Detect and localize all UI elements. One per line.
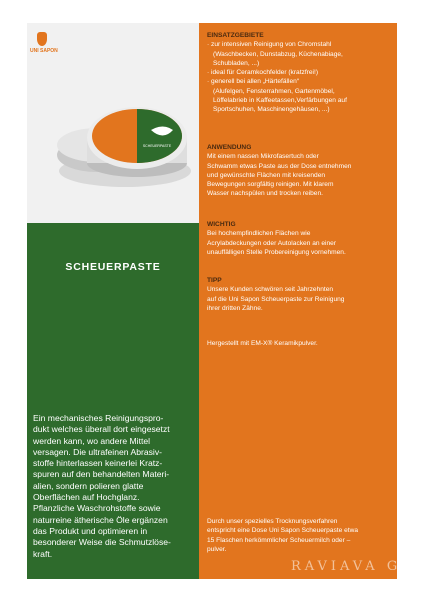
description-line: Pflanzliche Waschrohstoffe sowie: [33, 503, 161, 514]
description-line: kraft.: [33, 548, 53, 559]
description-line: Ein mechanisches Reinigungspro-: [33, 413, 164, 423]
section-wichtig: [207, 220, 395, 257]
description-line: spuren auf den behandelten Materi-: [33, 469, 170, 480]
footer-line: entspricht eine Dose Uni Sapon Scheuerpaste etwa: [207, 527, 359, 535]
section-anwendung: [207, 143, 395, 199]
wichtig-line: Acrylabdeckungen oder Autolacken an einer: [207, 239, 337, 247]
einsatzgebiete-line: Sportschuhen, Maschinengehäusen, ...): [213, 106, 330, 114]
green-panel: [27, 223, 199, 579]
anwendung-line: Bewegungen sorgfältig reinigen. Mit klarem: [207, 181, 334, 189]
wichtig-line: Bei hochempfindlichen Flächen wie: [207, 230, 311, 238]
product-description: [33, 413, 195, 560]
description-line: naturreine ätherische Öle ergänzen: [33, 514, 168, 525]
einsatzgebiete-line: Löffelabrieb in Kaffeetassen,Verfärbungen auf: [213, 97, 347, 105]
description-line: versagen. Die ultrafeinen Abrasiv-: [33, 446, 162, 457]
footer-line: pulver.: [207, 545, 227, 553]
footer-line: Durch unser spezielles Trocknungsverfahren: [207, 518, 338, 525]
section-einsatzgebiete: [207, 31, 395, 115]
description-line: das Produkt und optimieren in: [33, 525, 148, 536]
einsatzgebiete-line: Schubladen, ...): [213, 59, 260, 67]
tipp-line: ihrer dritten Zähne.: [207, 304, 263, 312]
einsatzgebiete-line: · zur intensiven Reinigung von Chromstahl: [207, 41, 332, 49]
jar-lid-label: SCHEUERPASTE: [142, 144, 172, 148]
wichtig-heading: WICHTIG: [207, 221, 236, 228]
anwendung-heading: ANWENDUNG: [207, 144, 252, 151]
anwendung-line: Schwamm etwas Paste aus der Dose entnehmen: [207, 162, 352, 170]
product-jar-image: [27, 23, 199, 223]
right-column: [199, 23, 402, 579]
product-name: SCHEUERPASTE: [65, 261, 161, 273]
description-line: dukt welches überall dort eingesetzt: [33, 424, 170, 435]
einsatzgebiete-heading: EINSATZGEBIETE: [207, 32, 264, 39]
hergestellt-text: Hergestellt mit EM-X® Keramikpulver.: [207, 340, 318, 347]
wichtig-line: unauffälligen Stelle Probereinigung vornehmen.: [207, 248, 346, 256]
einsatzgebiete-line: · generell bei allen „Härtefällen“: [207, 78, 299, 86]
description-line: stoffe hinterlassen keinerlei Kratz-: [33, 458, 163, 469]
section-hergestellt: [207, 339, 395, 348]
tipp-line: auf die Uni Sapon Scheuerpaste zur Reinigung: [207, 295, 345, 303]
watermark: RAVIAVA G: [291, 559, 402, 574]
description-line: werden kann, wo andere Mittel: [33, 435, 151, 446]
section-footer: [207, 517, 395, 554]
product-sheet: [27, 23, 402, 579]
einsatzgebiete-line: (Waschbecken, Dunstabzug, Küchenabiage,: [213, 50, 343, 58]
description-line: alien, sondern polieren glatte: [33, 480, 144, 491]
anwendung-line: Wasser nachspülen und trocken reiben.: [207, 190, 323, 198]
tipp-line: Unsere Kunden schwören seit Jahrzehnten: [207, 286, 334, 294]
einsatzgebiete-line: · ideal für Ceramkochfelder (kratzfrei!): [207, 69, 319, 77]
section-tipp: [207, 276, 395, 313]
brand-logo-text: UNI SAPON: [30, 48, 58, 54]
tipp-heading: TIPP: [207, 277, 222, 284]
product-photo: [27, 23, 199, 223]
anwendung-line: und gewünschte Flächen mit kreisenden: [207, 171, 326, 179]
anwendung-line: Mit einem nassen Mikrofasertuch oder: [207, 153, 319, 161]
footer-line: 15 Flaschen herkömmlicher Scheuermilch oder –: [207, 536, 351, 544]
einsatzgebiete-line: (Alufelgen, Fensterrahmen, Gartenmöbel,: [213, 87, 335, 95]
description-line: besonderer Weise die Schmutzlöse-: [33, 537, 171, 548]
left-column: [27, 23, 199, 579]
description-line: Oberflächen auf Hochglanz.: [33, 492, 140, 503]
